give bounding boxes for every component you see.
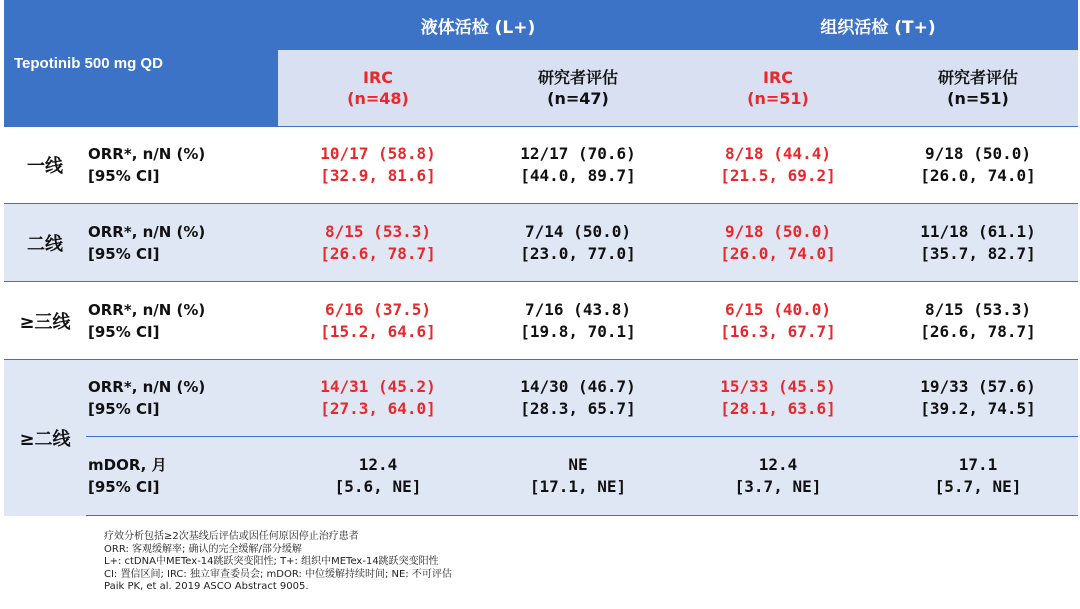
metric-label: mDOR, 月 [95% CI] [86, 437, 278, 516]
drug-header: Tepotinib 500 mg QD [4, 0, 278, 127]
value-cell: 10/17 (58.8) [32.9, 81.6] [278, 127, 478, 204]
metric-label: ORR*, n/N (%) [95% CI] [86, 204, 278, 282]
subheader-tissue-irc: IRC (n=51) [678, 50, 878, 127]
line-label-third-plus: ≥三线 [4, 282, 86, 360]
value-cell: 8/15 (53.3) [26.6, 78.7] [278, 204, 478, 282]
value-cell: NE [17.1, NE] [478, 437, 678, 516]
footnote: 疗效分析包括≥2次基线后评估或因任何原因停止治疗患者 [104, 531, 359, 542]
metric-label: ORR*, n/N (%) [95% CI] [86, 360, 278, 437]
value-cell: 11/18 (61.1) [35.7, 82.7] [878, 204, 1078, 282]
value-cell: 9/18 (50.0) [26.0, 74.0] [678, 204, 878, 282]
footnote: ORR: 客观缓解率; 确认的完全缓解/部分缓解 [104, 543, 302, 555]
table-row [4, 204, 1078, 282]
value-cell: 14/31 (45.2) [27.3, 64.0] [278, 360, 478, 437]
value-cell: 17.1 [5.7, NE] [878, 437, 1078, 516]
value-cell: 12.4 [5.6, NE] [278, 437, 478, 516]
liquid-biopsy-header: 液体活检 (L+) [278, 0, 678, 50]
line-label-second: 二线 [4, 204, 86, 282]
subheader-liquid-irc: IRC (n=48) [278, 50, 478, 127]
subheader-liquid-investigator: 研究者评估 (n=47) [478, 50, 678, 127]
value-cell: 6/16 (37.5) [15.2, 64.6] [278, 282, 478, 360]
metric-label: ORR*, n/N (%) [95% CI] [86, 127, 278, 204]
footnote: CI: 置信区间; IRC: 独立审查委员会; mDOR: 中位缓解持续时间; NE: 不可评估 [104, 568, 452, 580]
value-cell: 9/18 (50.0) [26.0, 74.0] [878, 127, 1078, 204]
value-cell: 7/16 (43.8) [19.8, 70.1] [478, 282, 678, 360]
subheader-tissue-investigator: 研究者评估 (n=51) [878, 50, 1078, 127]
value-cell: 12/17 (70.6) [44.0, 89.7] [478, 127, 678, 204]
table-row [4, 360, 1078, 437]
value-cell: 6/15 (40.0) [16.3, 67.7] [678, 282, 878, 360]
footnotes [104, 531, 452, 594]
metric-label: ORR*, n/N (%) [95% CI] [86, 282, 278, 360]
citation: Paik PK, et al. 2019 ASCO Abstract 9005. [104, 581, 309, 593]
line-label-first: 一线 [4, 127, 86, 204]
value-cell: 15/33 (45.5) [28.1, 63.6] [678, 360, 878, 437]
value-cell: 19/33 (57.6) [39.2, 74.5] [878, 360, 1078, 437]
table-row [4, 437, 1078, 516]
line-label-second-plus: ≥二线 [4, 360, 86, 516]
value-cell: 8/15 (53.3) [26.6, 78.7] [878, 282, 1078, 360]
tissue-biopsy-header: 组织活检 (T+) [678, 0, 1078, 50]
footnote: L+: ctDNA中METex-14跳跃突变阳性; T+: 组织中METex-14跳跃突变阳性 [104, 556, 439, 568]
efficacy-table [4, 0, 1078, 516]
value-cell: 8/18 (44.4) [21.5, 69.2] [678, 127, 878, 204]
table-row [4, 127, 1078, 204]
value-cell: 7/14 (50.0) [23.0, 77.0] [478, 204, 678, 282]
value-cell: 12.4 [3.7, NE] [678, 437, 878, 516]
value-cell: 14/30 (46.7) [28.3, 65.7] [478, 360, 678, 437]
table-row [4, 282, 1078, 360]
